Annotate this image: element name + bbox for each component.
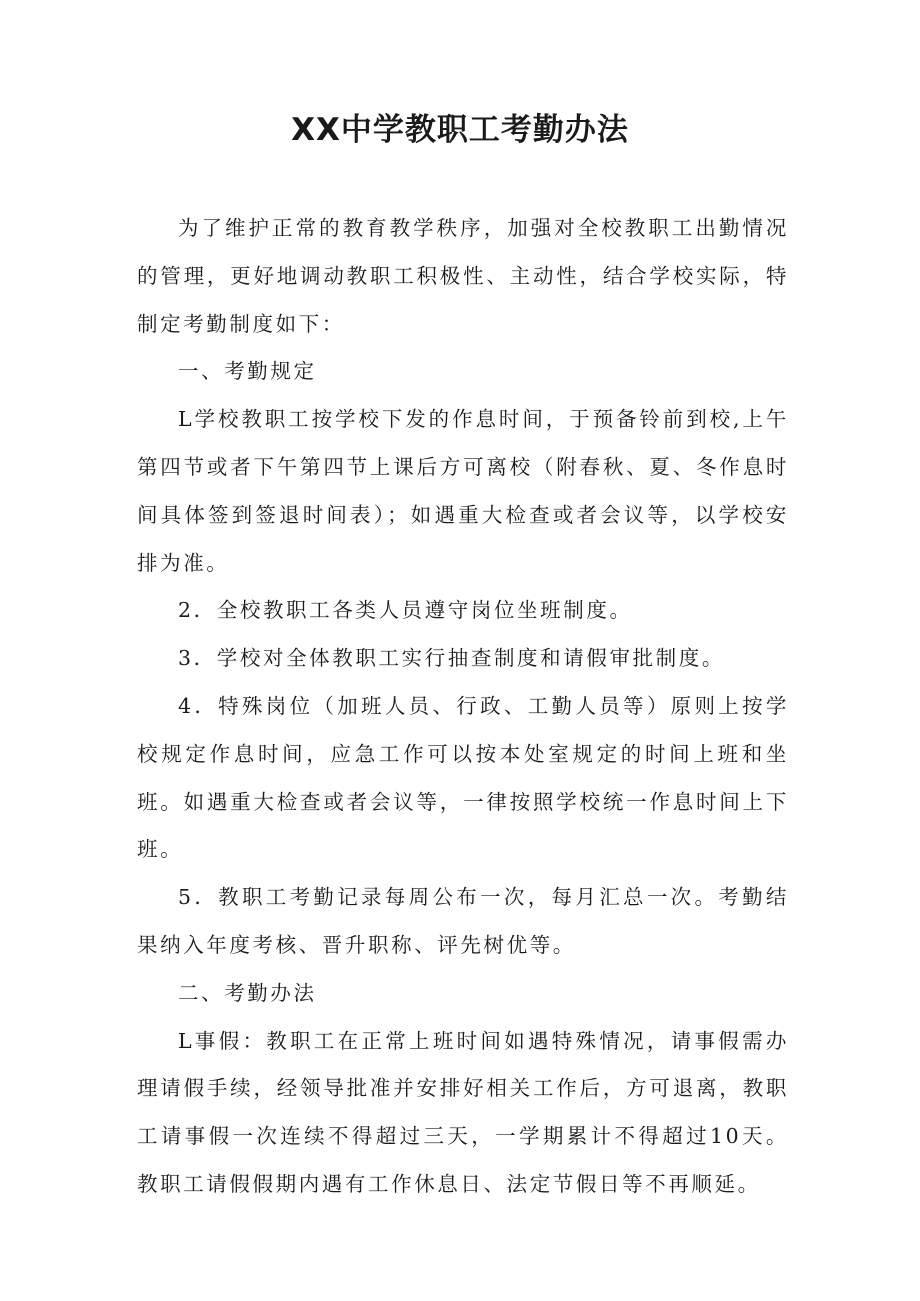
- rule-item-5: 5．教职工考勤记录每周公布一次，每月汇总一次。考勤结果纳入年度考核、晋升职称、评先树优等。: [137, 885, 789, 957]
- section-heading-attendance-rules: 一、考勤规定: [178, 359, 317, 384]
- rule-item-1: L学校教职工按学校下发的作息时间，于预备铃前到校,上午第四节或者下午第四节上课后方可离校（附春秋、夏、冬作息时间具体签到签退时间表）；如遇重大检查或者会议等，以学校安排为准。: [137, 407, 789, 575]
- rule-item-3: 3．学校对全体教职工实行抽查制度和请假审批制度。: [178, 646, 725, 671]
- rule-item-2: 2．全校教职工各类人员遵守岗位坐班制度。: [178, 598, 633, 623]
- rule-item-4: 4．特殊岗位（加班人员、行政、工勤人员等）原则上按学校规定作息时间，应急工作可以按本处室规定的时间上班和坐班。如遇重大检查或者会议等，一律按照学校统一作息时间上下班。: [137, 693, 789, 862]
- page-title: XX中学教职工考勤办法: [291, 112, 629, 148]
- intro-paragraph: 为了维护正常的教育教学秩序，加强对全校教职工出勤情况的管理，更好地调动教职工积极性、主动性，结合学校实际，特制定考勤制度如下：: [137, 216, 789, 336]
- method-item-1: L事假：教职工在正常上班时间如遇特殊情况，请事假需办理请假手续，经领导批准并安排好相关工作后，方可退离，教职工请事假一次连续不得超过三天，一学期累计不得超过10天。教职工请假假期内遇有工作休息日、法定节假日等不再顺延。: [137, 1028, 789, 1196]
- section-heading-attendance-methods: 二、考勤办法: [178, 980, 317, 1005]
- document-body: [137, 205, 789, 1209]
